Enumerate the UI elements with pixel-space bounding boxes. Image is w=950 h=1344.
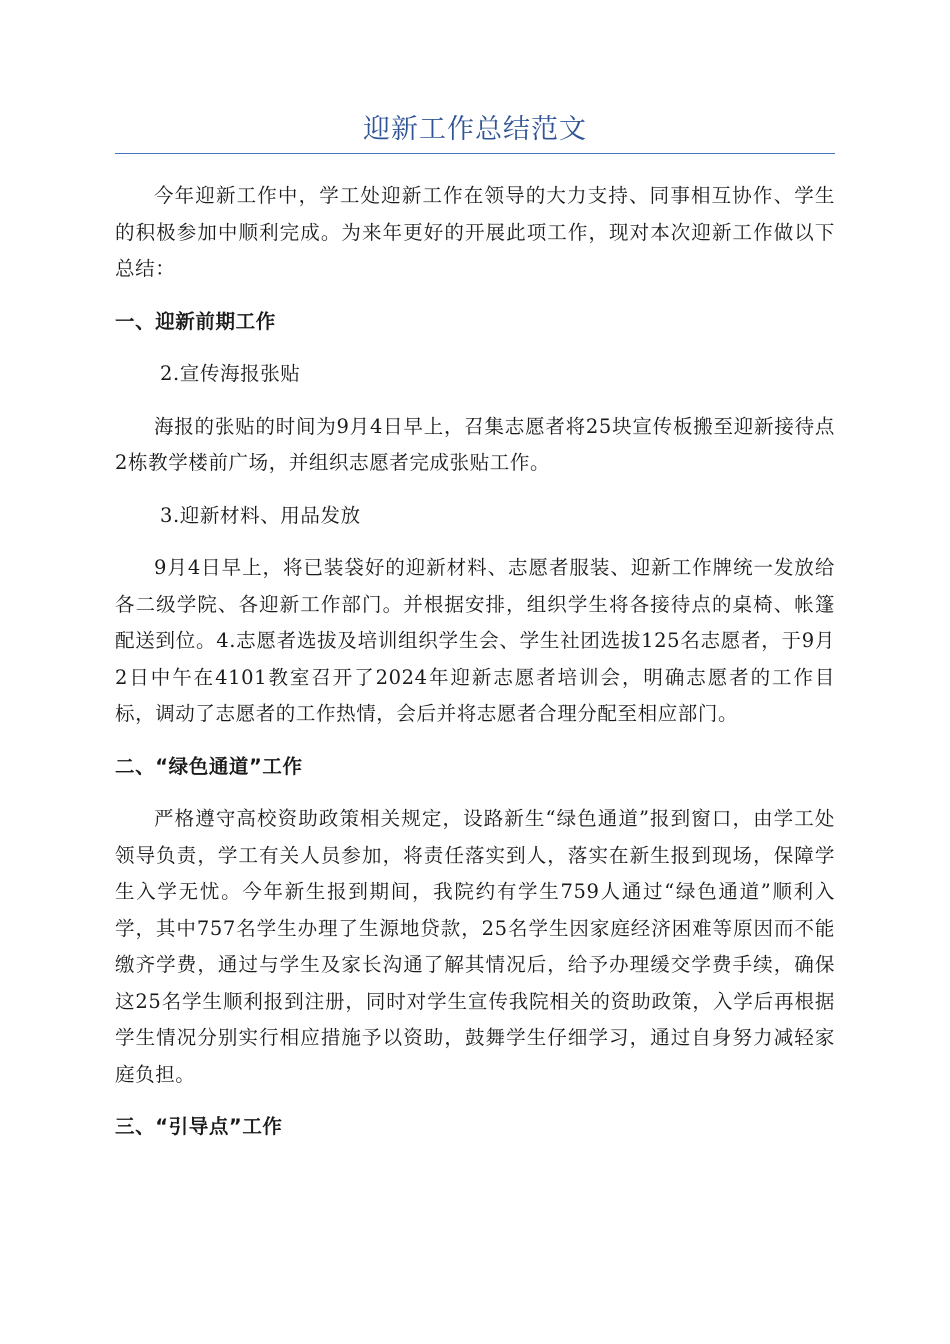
title-underline [115, 153, 835, 154]
document-body [115, 178, 835, 1146]
subsection-title-3: 3.迎新材料、用品发放 [160, 503, 361, 527]
subsection-body-3: 9月4日早上，将已装袋好的迎新材料、志愿者服装、迎新工作牌统一发放给各二级学院、各迎新工作部门。并根据安排，组织学生将各接待点的桌椅、帐篷配送到位。4.志愿者选拔及培训组织学生会、学生社团选拔125名志愿者，于9月2日中午在4101教室召开了2024年迎新志愿者培训会，明确志愿者的工作目标，调动了志愿者的工作热情，会后并将志愿者合理分配至相应部门。 [115, 556, 835, 725]
intro-paragraph: 今年迎新工作中，学工处迎新工作在领导的大力支持、同事相互协作、学生的积极参加中顺利完成。为来年更好的开展此项工作，现对本次迎新工作做以下总结： [115, 184, 835, 280]
section-heading-2: 二、“绿色通道”工作 [115, 754, 303, 778]
subsection-body-2: 海报的张贴的时间为9月4日早上，召集志愿者将25块宣传板搬至迎新接待点2栋教学楼前广场，并组织志愿者完成张贴工作。 [115, 414, 835, 474]
section-heading-3: 三、“引导点”工作 [115, 1115, 283, 1138]
subsection-title-2: 2.宣传海报张贴 [160, 362, 301, 385]
page-title: 迎新工作总结范文 [363, 114, 587, 145]
section-body-2: 严格遵守高校资助政策相关规定，设路新生“绿色通道”报到窗口，由学工处领导负责，学工有关人员参加，将责任落实到人，落实在新生报到现场，保障学生入学无忧。今年新生报到期间，我院约有学生759人通过“绿色通道”顺利入学，其中757名学生办理了生源地贷款，25名学生因家庭经济困难等原因而不能缴齐学费，通过与学生及家长沟通了解其情况后，给予办理缓交学费手续，确保这25名学生顺利报到注册，同时对学生宣传我院相关的资助政策，入学后再根据学生情况分别实行相应措施予以资助，鼓舞学生仔细学习，通过自身努力减轻家庭负担。 [115, 807, 835, 1086]
section-heading-1: 一、迎新前期工作 [115, 309, 276, 333]
